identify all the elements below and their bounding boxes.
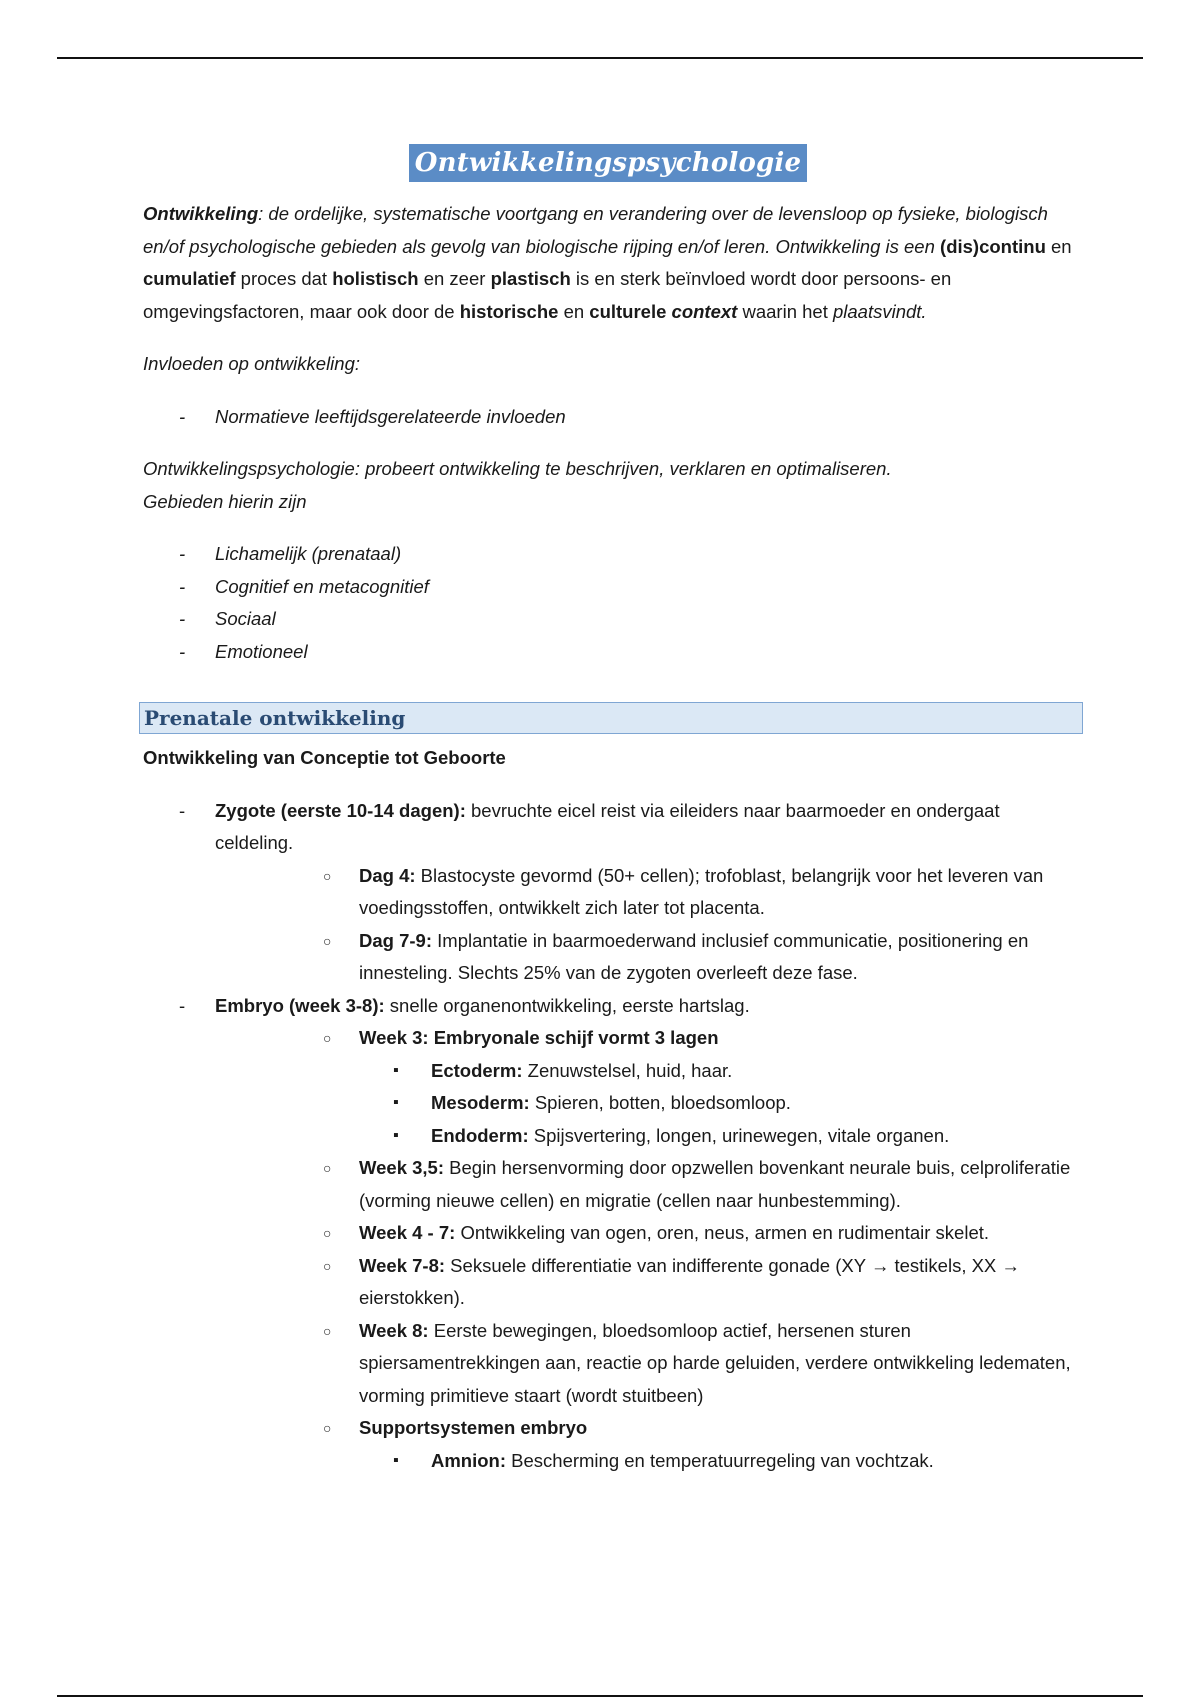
list-item: - Emotioneel xyxy=(143,636,1073,669)
list-item xyxy=(215,1087,1073,1120)
list-item xyxy=(215,925,1073,990)
influences-heading: Invloeden op ontwikkeling: xyxy=(143,353,361,374)
item-text: Spijsvertering, longen, urinewegen, vitale organen. xyxy=(528,1124,950,1146)
item-text: Zenuwstelsel, huid, haar. xyxy=(522,1059,733,1081)
psych-line-2: Gebieden hierin zijn xyxy=(143,490,307,512)
item-text: Blastocyste gevormd (50+ cellen); trofoblast, belangrijk voor het leveren van voedingsstoffen, ontwikkelt zich later tot placenta. xyxy=(359,864,1044,918)
item-label: Week 7-8: xyxy=(359,1254,446,1276)
embryo-sublist xyxy=(215,1022,1073,1477)
prenatal-list xyxy=(143,795,1073,1478)
section-subheading: Ontwikkeling van Conceptie tot Geboorte xyxy=(143,747,506,768)
def-text-6: en xyxy=(558,300,590,322)
document-body xyxy=(143,144,1073,1477)
def-bold-7: context xyxy=(671,300,738,322)
def-text-5: is en sterk beïnvloed wordt door persoons- en omgevingsfactoren, maar ook door de xyxy=(143,268,952,322)
item-text: Begin hersenvorming door opzwellen bovenkant neurale buis, celproliferatie (vorming nieuwe cellen) en migratie (cellen naar hunbestemming). xyxy=(359,1157,1071,1211)
embryo-item xyxy=(143,990,1073,1478)
list-item xyxy=(215,1217,1073,1250)
item-label: Week 8: xyxy=(359,1319,429,1341)
def-bold-4: plastisch xyxy=(490,268,571,289)
item-label: Supportsystemen embryo xyxy=(359,1417,588,1438)
list-item xyxy=(215,1412,1073,1477)
def-text-8: plaatsvindt. xyxy=(832,300,927,322)
header-rule xyxy=(57,57,1143,59)
list-item xyxy=(215,860,1073,925)
def-bold-3: holistisch xyxy=(332,268,419,289)
list-item xyxy=(215,1055,1073,1088)
item-label: Week 4 - 7: xyxy=(359,1222,456,1243)
definition-paragraph xyxy=(143,198,1073,328)
footer-rule xyxy=(57,1695,1143,1697)
list-item xyxy=(215,1250,1073,1315)
list-item: - Lichamelijk (prenataal) xyxy=(143,538,1073,571)
item-text: Implantatie in baarmoederwand inclusief communicatie, positionering en innesteling. Slechts 25% van de zygoten overleeft deze fase. xyxy=(359,929,1029,983)
item-label: Mesoderm: xyxy=(431,1092,530,1113)
list-item xyxy=(215,1315,1073,1413)
embryo-text: snelle organenontwikkeling, eerste hartslag. xyxy=(384,994,750,1016)
def-text-7: waarin het xyxy=(737,300,833,322)
def-bold-1: (dis)continu xyxy=(940,235,1046,257)
list-item xyxy=(215,1120,1073,1153)
def-text-3: proces dat xyxy=(235,268,333,289)
zygote-sublist xyxy=(215,860,1073,990)
list-item: - Cognitief en metacognitief xyxy=(143,571,1073,604)
zygote-label: Zygote (eerste 10-14 dagen): xyxy=(215,799,466,821)
influences-list xyxy=(143,401,1073,434)
psych-line-1: Ontwikkelingspsychologie: probeert ontwikkeling te beschrijven, verklaren en optimaliseren. xyxy=(143,458,892,479)
item-label: Ectoderm: xyxy=(431,1059,523,1081)
list-item xyxy=(215,1152,1073,1217)
domains-list xyxy=(143,538,1073,668)
item-label: Week 3,5: xyxy=(359,1157,445,1178)
list-item: - Normatieve leeftijdsgerelateerde invloeden xyxy=(143,401,1073,434)
list-item xyxy=(215,1022,1073,1152)
def-term: Ontwikkeling xyxy=(143,203,259,224)
def-text-4: en zeer xyxy=(418,268,491,289)
def-text-1: : de ordelijke, systematische voortgang en verandering over de levensloop op fysieke, biologisch en/of psychologische gebieden als gevolg van biologische rijping en/of leren. Ontwikkeling is een xyxy=(143,203,1048,257)
zygote-item xyxy=(143,795,1073,990)
list-item xyxy=(215,1445,1073,1478)
item-text: Eerste bewegingen, bloedsomloop actief, hersenen sturen spiersamentrekkingen aan, reactie op harde geluiden, verdere ontwikkeling ledematen, vorming primitieve staart (wordt stuitbeen) xyxy=(359,1319,1071,1406)
def-bold-6: culturele xyxy=(589,300,672,322)
embryo-label: Embryo (week 3-8): xyxy=(215,994,385,1016)
section-heading: Prenatale ontwikkeling xyxy=(139,702,1083,734)
item-label: Dag 7-9: xyxy=(359,929,432,951)
page-title: Ontwikkelingspsychologie xyxy=(409,144,808,182)
item-label: Dag 4: xyxy=(359,864,416,886)
item-label: Amnion: xyxy=(431,1449,507,1471)
def-bold-5: historische xyxy=(459,300,559,322)
support-list xyxy=(215,1445,1073,1478)
item-text: Bescherming en temperatuurregeling van vochtzak. xyxy=(506,1449,934,1471)
layers-list xyxy=(215,1055,1073,1153)
def-bold-2: cumulatief xyxy=(143,268,236,289)
item-text: Ontwikkeling van ogen, oren, neus, armen en rudimentair skelet. xyxy=(455,1222,990,1243)
item-text: Spieren, botten, bloedsomloop. xyxy=(529,1092,791,1113)
item-text: Seksuele differentiatie van indifferente gonade (XY → testikels, XX → eierstokken). xyxy=(359,1254,1020,1308)
item-label: Endoderm: xyxy=(431,1124,529,1146)
title-wrap xyxy=(143,144,1073,182)
list-item: - Sociaal xyxy=(143,603,1073,636)
item-label: Week 3: Embryonale schijf vormt 3 lagen xyxy=(359,1027,719,1048)
def-text-2: en xyxy=(1045,235,1072,257)
zygote-text: bevruchte eicel reist via eileiders naar baarmoeder en ondergaat celdeling. xyxy=(215,799,1000,853)
